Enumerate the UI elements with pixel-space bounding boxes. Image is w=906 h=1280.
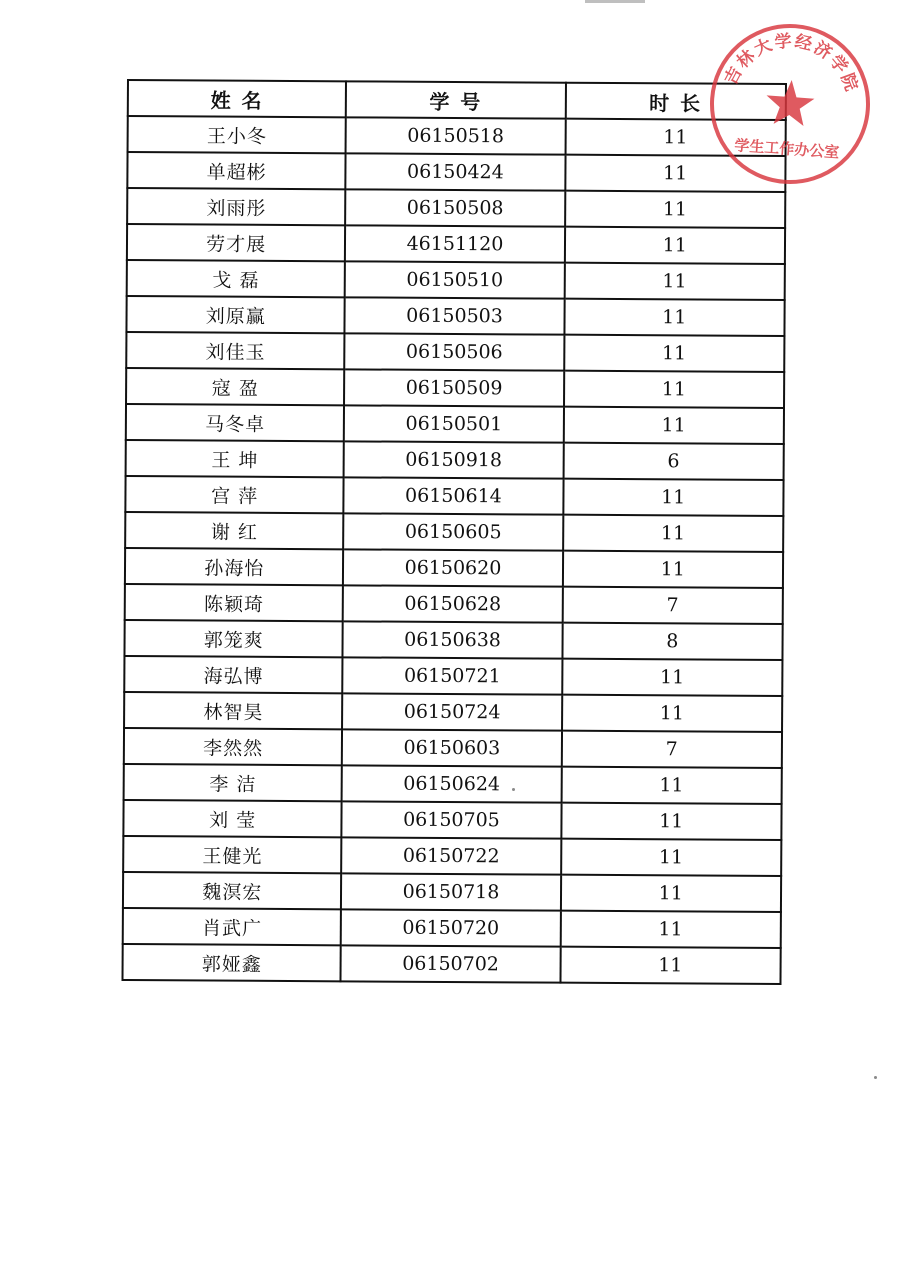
cell-name: 陈颖琦 [125,584,344,621]
cell-student-id: 06150424 [346,153,565,190]
cell-hours: 11 [564,299,785,336]
header-name: 姓 名 [128,80,347,117]
cell-student-id: 06150624 [342,765,561,802]
cell-name: 刘佳玉 [126,332,345,369]
cell-name: 谢 红 [125,512,344,549]
cell-name: 刘原赢 [126,296,345,333]
cell-hours: 11 [564,371,785,408]
table-row [124,620,782,660]
cell-student-id: 06150722 [342,837,561,874]
table-body [122,116,785,984]
cell-student-id: 06150508 [346,189,565,226]
cell-name: 刘雨彤 [127,188,346,225]
cell-hours: 11 [561,839,782,876]
seal-outer-text: 吉林大学经济学院 [721,31,862,96]
cell-student-id: 06150702 [341,945,560,982]
seal-inner-text: 学生工作办公室 [733,136,840,162]
table-row [126,332,784,372]
table-row [125,584,783,624]
cell-hours: 11 [563,407,784,444]
cell-name: 肖武广 [123,908,342,945]
cell-hours: 11 [562,551,783,588]
cell-hours: 11 [563,479,784,516]
header-hours: 时 长 [565,83,786,120]
table-row [124,656,782,696]
scan-edge-mark [585,0,645,3]
cell-hours: 11 [561,803,782,840]
cell-name: 孙海怡 [125,548,344,585]
table-row [126,440,784,480]
cell-hours: 11 [561,767,782,804]
cell-student-id: 06150501 [344,405,563,442]
scan-speck [874,1076,877,1079]
cell-hours: 11 [560,947,781,984]
cell-student-id: 46151120 [345,225,564,262]
table-row [126,368,784,408]
official-seal [702,16,877,191]
cell-student-id: 06150720 [341,909,560,946]
table-row [125,548,783,588]
table-row [124,692,782,732]
cell-student-id: 06150718 [341,873,560,910]
cell-student-id: 06150918 [344,441,563,478]
cell-hours: 7 [561,731,782,768]
cell-name: 魏溟宏 [123,872,342,909]
table-row [123,836,781,876]
cell-hours: 11 [562,659,783,696]
table-row [122,944,780,984]
table-row [123,908,781,948]
table-row [124,728,782,768]
cell-name: 海弘博 [124,656,343,693]
cell-student-id: 06150506 [345,333,564,370]
table-row [126,404,784,444]
cell-student-id: 06150628 [343,585,562,622]
cell-name: 宫 萍 [125,476,344,513]
cell-student-id: 06150518 [346,117,565,154]
cell-name: 马冬卓 [126,404,345,441]
cell-student-id: 06150510 [345,261,564,298]
cell-student-id: 06150705 [342,801,561,838]
cell-hours: 11 [560,911,781,948]
cell-student-id: 06150503 [345,297,564,334]
cell-hours: 11 [562,695,783,732]
table-row [128,116,786,156]
table-row [125,512,783,552]
cell-hours: 11 [563,515,784,552]
cell-hours: 6 [563,443,784,480]
cell-name: 王小冬 [128,116,347,153]
hours-table [121,79,786,985]
cell-student-id: 06150614 [344,477,563,514]
cell-hours: 7 [562,587,783,624]
cell-hours: 11 [565,119,786,156]
cell-name: 郭笼爽 [124,620,343,657]
cell-hours: 11 [564,227,785,264]
table-row [123,800,781,840]
cell-student-id: 06150605 [344,513,563,550]
table-row [127,224,785,264]
cell-student-id: 06150724 [343,693,562,730]
table-header-row [128,80,786,120]
cell-hours: 11 [564,263,785,300]
cell-hours: 8 [562,623,783,660]
seal-star-icon [765,78,816,126]
cell-name: 劳才展 [127,224,346,261]
table-row [127,260,785,300]
cell-name: 刘 莹 [123,800,342,837]
table-row [126,296,784,336]
scan-speck [512,788,515,791]
cell-name: 李然然 [124,728,343,765]
cell-hours: 11 [565,191,786,228]
cell-name: 李 洁 [124,764,343,801]
table-row [125,476,783,516]
cell-student-id: 06150638 [343,621,562,658]
header-student-id: 学 号 [346,81,565,118]
table-row [127,188,785,228]
table-row [124,764,782,804]
cell-name: 王健光 [123,836,342,873]
cell-name: 戈 磊 [127,260,346,297]
cell-name: 单超彬 [127,152,346,189]
cell-hours: 11 [564,335,785,372]
table-row [123,872,781,912]
cell-student-id: 06150509 [344,369,563,406]
cell-student-id: 06150603 [342,729,561,766]
cell-name: 王 坤 [126,440,345,477]
cell-hours: 11 [560,875,781,912]
table-row [127,152,785,192]
cell-name: 郭娅鑫 [122,944,341,981]
cell-student-id: 06150721 [343,657,562,694]
cell-name: 寇 盈 [126,368,345,405]
cell-hours: 11 [565,155,786,192]
cell-student-id: 06150620 [343,549,562,586]
cell-name: 林智昊 [124,692,343,729]
